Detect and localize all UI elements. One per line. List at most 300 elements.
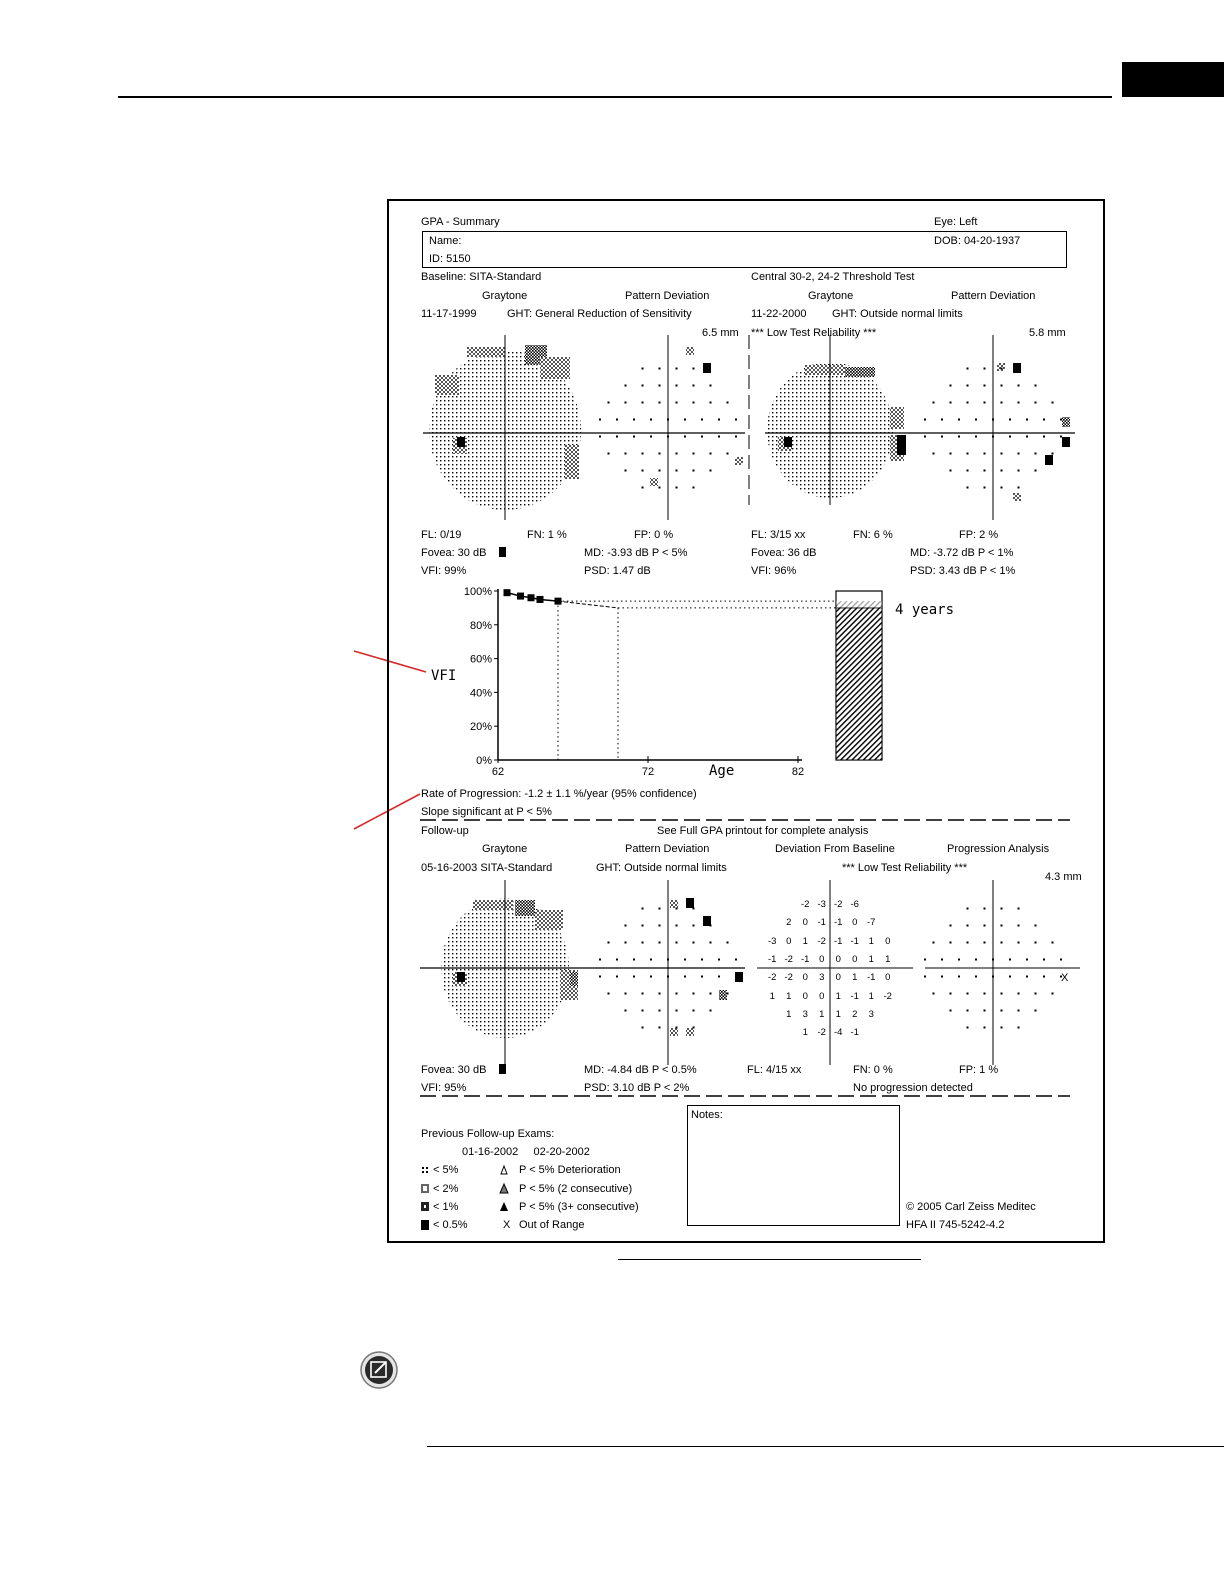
section-divider bbox=[420, 818, 1072, 822]
plot-dot bbox=[992, 976, 994, 978]
plot-dot bbox=[659, 942, 661, 944]
plot-dot bbox=[608, 993, 610, 995]
plot-dot bbox=[967, 1027, 969, 1029]
plot-dot bbox=[984, 993, 986, 995]
deviation-value: 1 bbox=[868, 935, 874, 947]
fovea-value: Fovea: 30 dB bbox=[421, 547, 487, 559]
pattern-std-deviation: PSD: 3.10 dB P < 2% bbox=[584, 1082, 690, 1094]
plot-dot bbox=[659, 402, 661, 404]
plot-dot bbox=[676, 993, 678, 995]
plot-dot bbox=[1052, 942, 1054, 944]
legend-p1: < 1% bbox=[433, 1201, 459, 1213]
plot-dot bbox=[1035, 993, 1037, 995]
plot-dot bbox=[984, 1010, 986, 1012]
plot-dot bbox=[633, 976, 635, 978]
plot-dot bbox=[967, 908, 969, 910]
deviation-value: -2 bbox=[784, 953, 793, 965]
mean-deviation: MD: -4.84 dB P < 0.5% bbox=[584, 1064, 697, 1076]
plot-dot bbox=[967, 942, 969, 944]
plot-dot bbox=[642, 487, 644, 489]
footer-rule bbox=[427, 1446, 1224, 1447]
fixation-losses: FL: 4/15 xx bbox=[747, 1064, 802, 1076]
plot-dot bbox=[1035, 1010, 1037, 1012]
mean-deviation: MD: -3.72 dB P < 1% bbox=[910, 547, 1014, 559]
plot-dot bbox=[616, 976, 618, 978]
deviation-value: 2 bbox=[786, 917, 792, 929]
deviation-value: 0 bbox=[835, 953, 841, 965]
y-tick-label: 0% bbox=[476, 755, 492, 767]
plot-dot bbox=[984, 402, 986, 404]
false-positives: FP: 0 % bbox=[634, 529, 674, 541]
plot-dot bbox=[992, 959, 994, 961]
deviation-value: 1 bbox=[885, 953, 891, 965]
deviation-value: -2 bbox=[834, 899, 843, 910]
plot-dot bbox=[633, 436, 635, 438]
plot-dot bbox=[727, 942, 729, 944]
plot-dot bbox=[727, 453, 729, 455]
plot-dot bbox=[967, 993, 969, 995]
legend-three-consecutive: P < 5% (3+ consecutive) bbox=[519, 1201, 639, 1213]
reliability-warning: *** Low Test Reliability *** bbox=[842, 862, 968, 874]
deviation-from-baseline-grid bbox=[760, 898, 910, 1048]
legend-two-consecutive: P < 5% (2 consecutive) bbox=[519, 1183, 633, 1195]
vfi-axis-label: VFI bbox=[431, 668, 457, 684]
vfi-data-point bbox=[517, 593, 524, 600]
plot-dot bbox=[1009, 976, 1011, 978]
deviation-value: 0 bbox=[802, 917, 808, 929]
deviation-value: 1 bbox=[852, 972, 858, 984]
plot-dot bbox=[659, 1027, 661, 1029]
caption-rule bbox=[618, 1259, 921, 1260]
plot-dot bbox=[1018, 1010, 1020, 1012]
see-full-printout: See Full GPA printout for complete analysis bbox=[657, 825, 869, 837]
plot-dot bbox=[1001, 993, 1003, 995]
plot-dot bbox=[718, 436, 720, 438]
legend-out-of-range: Out of Range bbox=[519, 1219, 585, 1231]
dob-label: DOB: 04-20-1937 bbox=[934, 235, 1021, 247]
plot-dot bbox=[1001, 453, 1003, 455]
plot-dot bbox=[1060, 959, 1062, 961]
pattern-std-deviation: PSD: 3.43 dB P < 1% bbox=[910, 565, 1016, 577]
deviation-value: -3 bbox=[817, 899, 826, 910]
pattern-deviation-heading: Pattern Deviation bbox=[625, 290, 710, 302]
deviation-value: -2 bbox=[883, 990, 892, 1002]
plot-dot bbox=[718, 419, 720, 421]
age-axis-label: Age bbox=[709, 763, 735, 779]
plot-dot bbox=[933, 453, 935, 455]
plot-dot bbox=[1018, 402, 1020, 404]
section-divider bbox=[420, 1094, 1072, 1098]
graytone-heading: Graytone bbox=[482, 843, 528, 855]
plot-dot bbox=[958, 959, 960, 961]
plot-dot bbox=[735, 976, 737, 978]
plot-dot bbox=[975, 419, 977, 421]
report-title: GPA - Summary bbox=[421, 216, 500, 228]
plot-dot bbox=[650, 959, 652, 961]
plot-dot bbox=[608, 402, 610, 404]
plot-dot bbox=[933, 942, 935, 944]
model-number: HFA II 745-5242-4.2 bbox=[906, 1219, 1005, 1231]
plot-dot bbox=[967, 487, 969, 489]
plot-dot bbox=[676, 942, 678, 944]
x-tick-label: 82 bbox=[791, 766, 805, 778]
eye-label: Eye: Left bbox=[934, 216, 978, 228]
plot-dot bbox=[950, 925, 952, 927]
deviation-value: -1 bbox=[850, 1027, 859, 1039]
plot-dot bbox=[727, 993, 729, 995]
plot-dot bbox=[710, 453, 712, 455]
fovea-value: Fovea: 36 dB bbox=[751, 547, 817, 559]
plot-dot bbox=[693, 487, 695, 489]
plot-dot bbox=[924, 436, 926, 438]
deviation-value: 1 bbox=[868, 990, 874, 1002]
deviation-value: 0 bbox=[835, 972, 841, 984]
deviation-value: 0 bbox=[802, 990, 808, 1002]
y-tick-label: 60% bbox=[469, 653, 492, 666]
plot-dot bbox=[642, 1027, 644, 1029]
deviation-value: 1 bbox=[802, 1027, 808, 1039]
plot-dot bbox=[1001, 1027, 1003, 1029]
plot-dot bbox=[693, 385, 695, 387]
followup-date: 05-16-2003 SITA-Standard bbox=[421, 862, 553, 874]
progression-status: No progression detected bbox=[853, 1082, 973, 1094]
plot-dot bbox=[1001, 1010, 1003, 1012]
plot-dot bbox=[941, 436, 943, 438]
plot-dot bbox=[1001, 487, 1003, 489]
plot-dot bbox=[1035, 925, 1037, 927]
plot-dot bbox=[967, 402, 969, 404]
plot-dot bbox=[1018, 942, 1020, 944]
plot-dot bbox=[984, 453, 986, 455]
plot-dot bbox=[992, 436, 994, 438]
vfi-data-point bbox=[537, 596, 544, 603]
plot-dot bbox=[616, 436, 618, 438]
plot-dot bbox=[1009, 959, 1011, 961]
legend-p05: < 0.5% bbox=[433, 1219, 468, 1231]
plot-dot bbox=[676, 368, 678, 370]
plot-dot bbox=[693, 453, 695, 455]
plot-dot bbox=[676, 385, 678, 387]
plot-dot bbox=[1035, 942, 1037, 944]
x-tick-label: 62 bbox=[491, 766, 505, 778]
fovea-marker bbox=[499, 547, 506, 557]
plot-dot bbox=[659, 925, 661, 927]
projection-bar-band bbox=[836, 601, 882, 608]
deviation-value: 0 bbox=[885, 972, 891, 984]
plot-dot bbox=[1043, 419, 1045, 421]
deviation-value: 1 bbox=[802, 935, 808, 947]
plot-dot bbox=[625, 942, 627, 944]
plot-dot bbox=[1009, 419, 1011, 421]
deviation-value: -1 bbox=[867, 972, 876, 984]
deviation-value: 0 bbox=[852, 953, 858, 965]
plot-dot bbox=[1026, 419, 1028, 421]
plot-dot bbox=[693, 402, 695, 404]
plot-dot bbox=[642, 402, 644, 404]
deviation-value: 1 bbox=[786, 990, 792, 1002]
plot-dot bbox=[599, 959, 601, 961]
legend-deterioration: P < 5% Deterioration bbox=[519, 1164, 621, 1176]
false-negatives: FN: 0 % bbox=[853, 1064, 893, 1076]
plot-dot bbox=[992, 419, 994, 421]
exam-date: 11-17-1999 bbox=[421, 308, 477, 320]
baseline-field-plots bbox=[415, 335, 1085, 520]
plot-dot bbox=[710, 942, 712, 944]
plot-dot bbox=[967, 925, 969, 927]
plot-dot bbox=[642, 453, 644, 455]
legend-out-of-range-symbol: X bbox=[503, 1219, 511, 1231]
plot-dot bbox=[659, 385, 661, 387]
plot-dot bbox=[941, 976, 943, 978]
plot-dot bbox=[701, 436, 703, 438]
deviation-value: -2 bbox=[817, 935, 826, 947]
false-positives: FP: 2 % bbox=[959, 529, 999, 541]
false-negatives: FN: 1 % bbox=[527, 529, 567, 541]
pupil-size: 4.3 mm bbox=[1045, 871, 1082, 883]
baseline-label: Baseline: SITA-Standard bbox=[421, 271, 542, 283]
plot-dot bbox=[975, 436, 977, 438]
notes-box[interactable] bbox=[687, 1105, 900, 1226]
plot-dot bbox=[1035, 470, 1037, 472]
plot-dot bbox=[659, 470, 661, 472]
plot-dot bbox=[924, 959, 926, 961]
test-name: Central 30-2, 24-2 Threshold Test bbox=[751, 271, 915, 283]
plot-dot bbox=[633, 419, 635, 421]
deviation-value: 1 bbox=[868, 953, 874, 965]
plot-dot bbox=[1018, 487, 1020, 489]
plot-dot bbox=[676, 1027, 678, 1029]
plot-dot bbox=[642, 908, 644, 910]
plot-dot bbox=[667, 436, 669, 438]
plot-dot bbox=[642, 385, 644, 387]
plot-dot bbox=[958, 419, 960, 421]
deviation-value: -1 bbox=[850, 935, 859, 947]
plot-dot bbox=[1052, 402, 1054, 404]
plot-dot bbox=[676, 908, 678, 910]
deviation-value: -2 bbox=[768, 972, 777, 984]
deviation-value: -4 bbox=[834, 1027, 843, 1039]
plot-dot bbox=[1001, 470, 1003, 472]
pattern-deviation-heading: Pattern Deviation bbox=[951, 290, 1036, 302]
plot-dot bbox=[710, 470, 712, 472]
plot-dot bbox=[984, 1027, 986, 1029]
plot-dot bbox=[1001, 908, 1003, 910]
reliability-warning: *** Low Test Reliability *** bbox=[751, 327, 877, 339]
deviation-value: 2 bbox=[852, 1008, 858, 1020]
plot-dot bbox=[1043, 959, 1045, 961]
deviation-value: 1 bbox=[786, 1008, 792, 1020]
plot-dot bbox=[659, 368, 661, 370]
followup-ght: GHT: Outside normal limits bbox=[596, 862, 727, 874]
plot-dot bbox=[659, 453, 661, 455]
plot-dot bbox=[727, 402, 729, 404]
pattern-std-deviation: PSD: 1.47 dB bbox=[584, 565, 651, 577]
vfi-data-point bbox=[528, 594, 535, 601]
plot-dot bbox=[676, 1010, 678, 1012]
plot-dot bbox=[693, 1027, 695, 1029]
plot-dot bbox=[684, 976, 686, 978]
plot-dot bbox=[1035, 402, 1037, 404]
plot-dot bbox=[642, 993, 644, 995]
plot-dot bbox=[1026, 436, 1028, 438]
plot-dot bbox=[1043, 436, 1045, 438]
deviation-from-baseline-heading: Deviation From Baseline bbox=[775, 843, 895, 855]
deviation-value: -1 bbox=[834, 935, 843, 947]
fixation-losses: FL: 3/15 xx bbox=[751, 529, 806, 541]
plot-dot bbox=[625, 470, 627, 472]
plot-dot bbox=[950, 942, 952, 944]
plot-dot bbox=[710, 925, 712, 927]
plot-dot bbox=[659, 908, 661, 910]
plot-dot bbox=[659, 993, 661, 995]
plot-dot bbox=[950, 385, 952, 387]
plot-dot bbox=[1018, 453, 1020, 455]
plot-dot bbox=[1026, 959, 1028, 961]
projection-line bbox=[558, 601, 618, 608]
plot-dot bbox=[984, 908, 986, 910]
plot-dot bbox=[975, 976, 977, 978]
plot-dot bbox=[735, 959, 737, 961]
copyright: © 2005 Carl Zeiss Meditec bbox=[906, 1201, 1036, 1213]
plot-dot bbox=[1052, 453, 1054, 455]
deviation-value: 0 bbox=[786, 935, 792, 947]
plot-dot bbox=[1052, 993, 1054, 995]
plot-dot bbox=[642, 942, 644, 944]
deviation-value: -1 bbox=[768, 953, 777, 965]
exam-date: 11-22-2000 bbox=[751, 308, 807, 320]
plot-dot bbox=[625, 385, 627, 387]
plot-dot bbox=[659, 1010, 661, 1012]
plot-dot bbox=[1009, 436, 1011, 438]
plot-dot bbox=[1060, 419, 1062, 421]
plot-dot bbox=[625, 993, 627, 995]
plot-dot bbox=[975, 959, 977, 961]
plot-dot bbox=[984, 925, 986, 927]
plot-dot bbox=[950, 1010, 952, 1012]
deviation-value: 0 bbox=[802, 972, 808, 984]
plot-dot bbox=[676, 925, 678, 927]
plot-dot bbox=[710, 402, 712, 404]
plot-dot bbox=[693, 993, 695, 995]
followup-label: Follow-up bbox=[421, 825, 469, 837]
plot-dot bbox=[1043, 976, 1045, 978]
deviation-value: 1 bbox=[835, 1008, 841, 1020]
deviation-value: -1 bbox=[834, 917, 843, 929]
plot-dot bbox=[1001, 385, 1003, 387]
plot-dot bbox=[667, 976, 669, 978]
progression-analysis-heading: Progression Analysis bbox=[947, 843, 1050, 855]
plot-dot bbox=[735, 436, 737, 438]
plot-dot bbox=[684, 959, 686, 961]
plot-dot bbox=[967, 470, 969, 472]
plot-dot bbox=[710, 993, 712, 995]
plot-dot bbox=[950, 453, 952, 455]
plot-dot bbox=[667, 419, 669, 421]
name-label: Name: bbox=[429, 235, 462, 247]
legend-p2: < 2% bbox=[433, 1183, 459, 1195]
patient-id: ID: 5150 bbox=[429, 253, 471, 265]
deviation-value: -3 bbox=[768, 935, 777, 947]
plot-dot bbox=[1035, 453, 1037, 455]
plot-dot bbox=[967, 453, 969, 455]
plot-dot bbox=[625, 1010, 627, 1012]
plot-dot bbox=[710, 385, 712, 387]
deviation-value: -6 bbox=[850, 899, 859, 910]
deviation-value: 0 bbox=[885, 935, 891, 947]
plot-dot bbox=[693, 368, 695, 370]
plot-dot bbox=[710, 1010, 712, 1012]
deviation-value: 0 bbox=[819, 990, 825, 1002]
projection-bar-fill bbox=[836, 608, 882, 760]
plot-dot bbox=[676, 470, 678, 472]
plot-dot bbox=[633, 959, 635, 961]
plot-dot bbox=[984, 942, 986, 944]
plot-dot bbox=[1018, 925, 1020, 927]
plot-dot bbox=[676, 453, 678, 455]
plot-dot bbox=[984, 487, 986, 489]
plot-dot bbox=[625, 453, 627, 455]
fixation-losses: FL: 0/19 bbox=[421, 529, 462, 541]
deviation-value: -1 bbox=[850, 990, 859, 1002]
plot-dot bbox=[625, 925, 627, 927]
deviation-value: -2 bbox=[817, 1027, 826, 1039]
projection-label: 4 years bbox=[895, 602, 955, 618]
plot-dot bbox=[1018, 470, 1020, 472]
deviation-value: 1 bbox=[819, 1008, 825, 1020]
plot-dot bbox=[950, 402, 952, 404]
plot-dot bbox=[1018, 993, 1020, 995]
vfi-value: VFI: 96% bbox=[751, 565, 797, 577]
plot-dot bbox=[659, 487, 661, 489]
graytone-heading: Graytone bbox=[808, 290, 854, 302]
plot-dot bbox=[693, 942, 695, 944]
plot-dot bbox=[1060, 436, 1062, 438]
previous-followup-dates: 01-16-2002 02-20-2002 bbox=[462, 1146, 590, 1158]
plot-dot bbox=[1001, 942, 1003, 944]
plot-dot bbox=[933, 402, 935, 404]
plot-dot bbox=[676, 402, 678, 404]
plot-dot bbox=[684, 419, 686, 421]
plot-dot bbox=[693, 925, 695, 927]
plot-dot bbox=[650, 436, 652, 438]
ght-result: GHT: Outside normal limits bbox=[832, 308, 963, 320]
out-of-range-mark: X bbox=[1061, 972, 1069, 984]
header-rule bbox=[118, 96, 1112, 98]
deviation-value: -1 bbox=[801, 953, 810, 965]
legend-p5: < 5% bbox=[433, 1164, 459, 1176]
vfi-value: VFI: 95% bbox=[421, 1082, 467, 1094]
plot-dot bbox=[967, 368, 969, 370]
y-tick-label: 80% bbox=[469, 619, 492, 632]
previous-followups-label: Previous Follow-up Exams: bbox=[421, 1128, 555, 1140]
notes-label: Notes: bbox=[691, 1109, 723, 1121]
plot-dot bbox=[941, 419, 943, 421]
plot-dot bbox=[642, 470, 644, 472]
vfi-data-point bbox=[504, 589, 511, 596]
pattern-deviation-heading: Pattern Deviation bbox=[625, 843, 710, 855]
plot-dot bbox=[701, 976, 703, 978]
plot-dot bbox=[967, 1010, 969, 1012]
ght-result: GHT: General Reduction of Sensitivity bbox=[507, 308, 692, 320]
slope-significance: Slope significant at P < 5% bbox=[421, 806, 552, 818]
plot-dot bbox=[950, 470, 952, 472]
deviation-value: -2 bbox=[784, 972, 793, 984]
plot-dot bbox=[1018, 1027, 1020, 1029]
plot-dot bbox=[616, 419, 618, 421]
plot-dot bbox=[1001, 368, 1003, 370]
fovea-marker bbox=[499, 1064, 506, 1074]
plot-dot bbox=[984, 385, 986, 387]
